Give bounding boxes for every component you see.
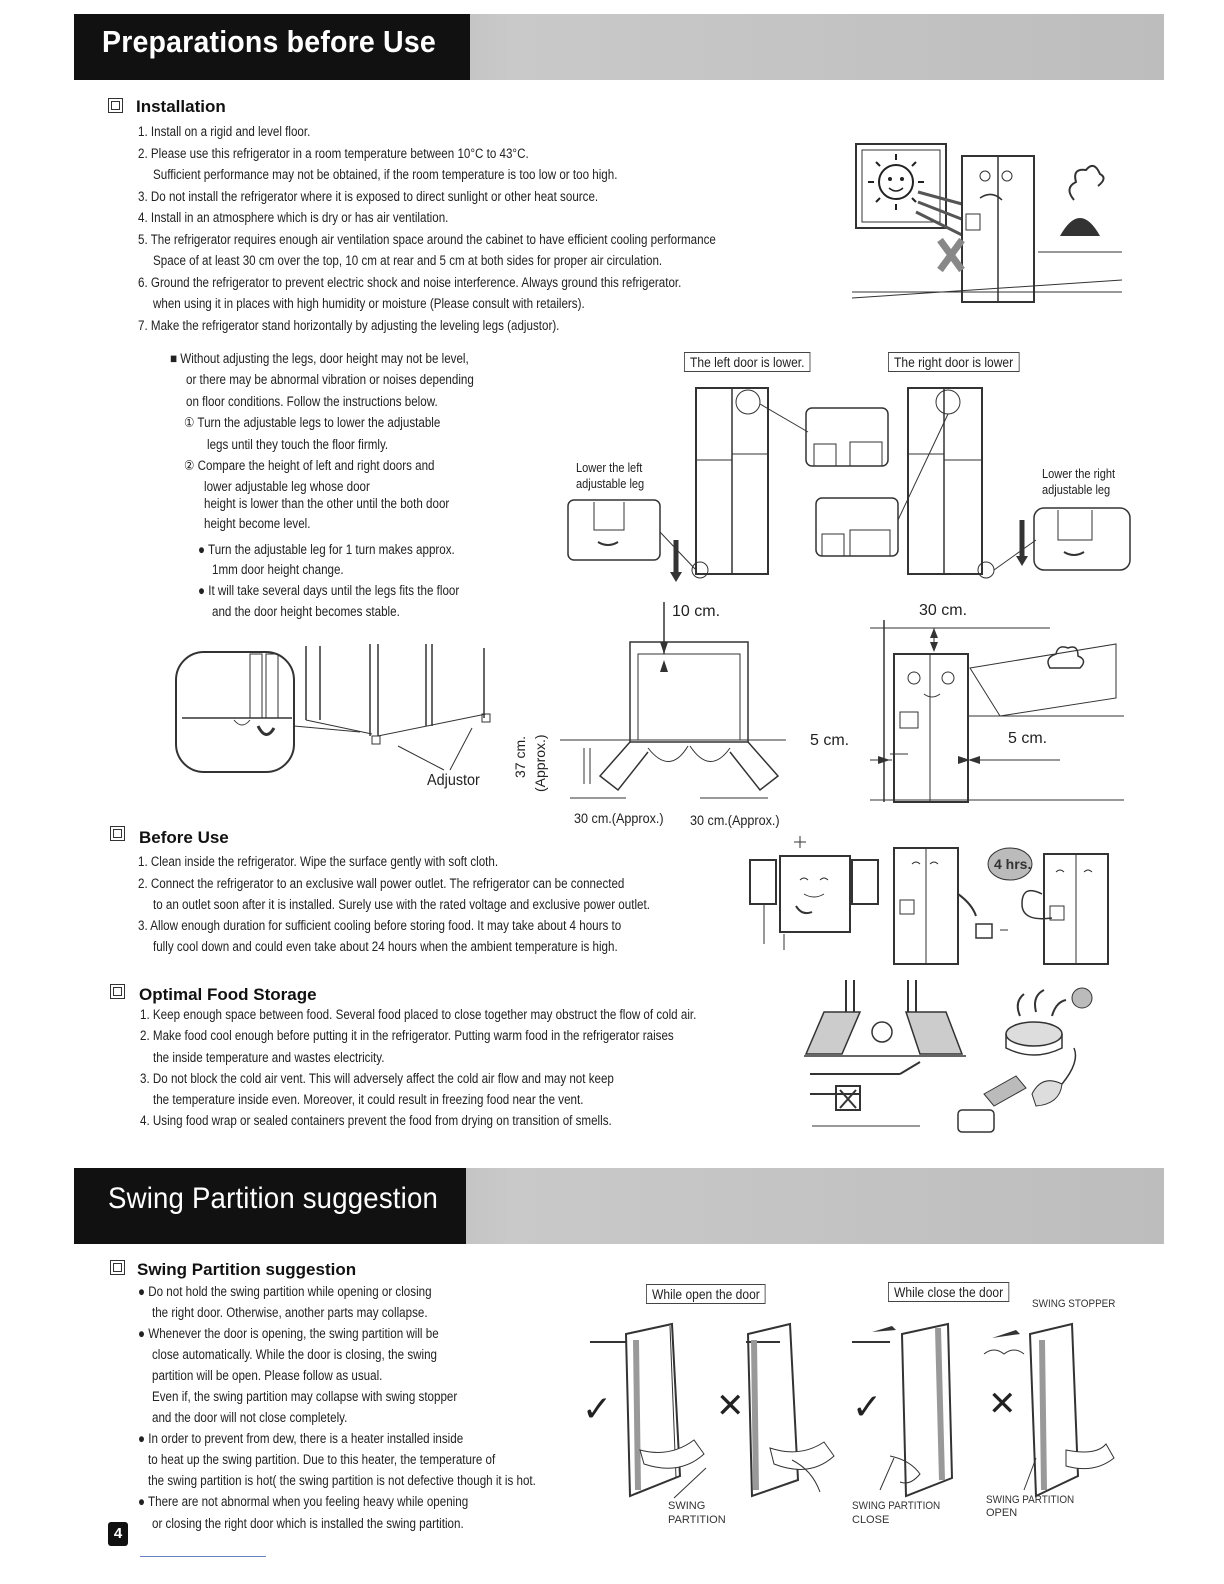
leveling-line: height become level. [204,516,311,531]
while-open-door-label: While open the door [646,1284,766,1304]
installation-line: when using it in places with high humidity or moisture (Please consult with retailers). [153,296,585,311]
swing-partition-close-label-2: CLOSE [852,1514,890,1526]
right-door-lower-label: The right door is lower [888,352,1019,372]
lower-right-leg-label-1: Lower the right [1042,466,1116,481]
cross-mark-icon: ✕ [716,1387,745,1425]
leveling-line: or there may be abnormal vibration or noises depending [186,372,474,387]
swing-line: and the door will not close completely. [152,1410,348,1425]
before-use-line: 1. Clean inside the refrigerator. Wipe the surface gently with soft cloth. [138,854,499,869]
lower-left-leg-label-1: Lower the left [576,460,643,475]
leveling-line: ■ Without adjusting the legs, door height may not be level, [170,351,469,366]
hours-badge: 4 hrs. [994,856,1032,872]
installation-line: 6. Ground the refrigerator to prevent electric shock and noise interference. Always ground this refrigerator. [138,275,682,290]
section-banner-preparations [74,14,1164,80]
depth-label-1: 37 cm. [512,735,528,778]
swing-partition-close-label-1: SWING PARTITION [852,1500,941,1512]
swing-line: the swing partition is hot( the swing partition is not defective though it is hot. [148,1473,536,1488]
check-mark-icon: ✓ [852,1386,883,1427]
leveling-line: 1mm door height change. [212,562,344,577]
leveling-line: on floor conditions. Follow the instructions below. [186,394,438,409]
installation-line: 4. Install in an atmosphere which is dry or has air ventilation. [138,210,449,225]
check-mark-icon: ✓ [582,1388,613,1429]
swing-line: ● Do not hold the swing partition while opening or closing [138,1284,432,1299]
installation-line: 2. Please use this refrigerator in a room temperature between 10°C to 43°C. [138,146,529,161]
banner-title: Swing Partition suggestion [108,1182,439,1215]
swing-clearance-right-label: 30 cm.(Approx.) [690,812,780,828]
before-use-line: 3. Allow enough duration for sufficient cooling before storing food. It may take about 4 hours to [138,918,622,933]
leveling-line: legs until they touch the floor firmly. [207,437,389,452]
before-use-illustration [744,834,1124,964]
swing-line: or closing the right door which is installed the swing partition. [152,1516,464,1531]
swing-line: Even if, the swing partition may collapse with swing stopper [152,1389,458,1404]
swing-partition-open-label-1: SWING PARTITION [986,1494,1075,1506]
banner-title: Preparations before Use [102,24,436,59]
adjustor-illustration [174,640,494,780]
food-storage-line: 2. Make food cool enough before putting it in the refrigerator. Putting warm food in the refrigerator raises [140,1028,674,1043]
installation-line: Sufficient performance may not be obtained, if the room temperature is too low or too high. [153,167,618,182]
swing-line: partition will be open. Please follow as usual. [152,1368,383,1383]
leveling-line: height is lower than the other until the both door [204,496,450,511]
page-number: 4 [108,1522,128,1546]
clearance-top-view-diagram [560,600,860,810]
side-clearance-left-label: 5 cm. [810,732,850,749]
leveling-line: lower adjustable leg whose door [204,479,370,494]
leveling-line: ② Compare the height of left and right doors and [184,458,435,473]
installation-heading: Installation [136,97,226,116]
food-storage-illustration [800,976,1120,1136]
lower-left-leg-label-2: adjustable leg [576,476,645,491]
swing-line: the right door. Otherwise, another parts may collapse. [152,1305,428,1320]
swing-stopper-label: SWING STOPPER [1032,1298,1116,1310]
leveling-line: and the door height becomes stable. [212,604,400,619]
section-bullet-icon [110,984,125,999]
side-clearance-right-label: 5 cm. [1008,730,1048,747]
section-bullet-icon [108,98,123,113]
installation-line: 7. Make the refrigerator stand horizontally by adjusting the leveling legs (adjustor). [138,318,560,333]
left-door-lower-label: The left door is lower. [684,352,810,372]
swing-partition-illustration [580,1300,1120,1510]
section-bullet-icon [110,1260,125,1275]
sunlight-heat-illustration [852,140,1132,305]
footer-divider [140,1556,266,1557]
lower-right-leg-label-2: adjustable leg [1042,482,1111,497]
while-close-door-label: While close the door [888,1282,1009,1302]
food-storage-line: 3. Do not block the cold air vent. This will adversely affect the cold air flow and may not keep [140,1071,614,1086]
food-storage-heading: Optimal Food Storage [139,985,317,1004]
before-use-heading: Before Use [139,828,229,847]
swing-partition-label-1: SWING [668,1500,706,1512]
swing-partition-open-label-2: OPEN [986,1507,1018,1519]
installation-line: Space of at least 30 cm over the top, 10 cm at rear and 5 cm at both sides for proper air circulation. [153,253,663,268]
leveling-line: ① Turn the adjustable legs to lower the adjustable [184,415,441,430]
food-storage-line: the inside temperature and wastes electricity. [153,1050,385,1065]
rear-clearance-label: 10 cm. [672,603,721,620]
before-use-line: 2. Connect the refrigerator to an exclusive wall power outlet. The refrigerator can be connected [138,876,625,891]
swing-line: to heat up the swing partition. Due to this heater, the temperature of [148,1452,496,1467]
leveling-line: ● Turn the adjustable leg for 1 turn makes approx. [198,542,455,557]
adjustor-label: Adjustor [427,772,480,789]
installation-line: 3. Do not install the refrigerator where it is exposed to direct sunlight or other heat source. [138,189,599,204]
section-bullet-icon [110,826,125,841]
depth-label-2: (Approx.) [532,734,548,792]
swing-clearance-left-label: 30 cm.(Approx.) [574,810,664,826]
before-use-line: fully cool down and could even take about 24 hours when the ambient temperature is high. [153,939,618,954]
installation-line: 1. Install on a rigid and level floor. [138,124,311,139]
swing-partition-label-2: PARTITION [668,1514,726,1526]
before-use-line: to an outlet soon after it is installed. Surely use with the rated voltage and exclusive power outlet. [153,897,650,912]
cross-mark-icon: ✕ [988,1385,1017,1423]
swing-line: ● Whenever the door is opening, the swing partition will be [138,1326,439,1341]
installation-line: 5. The refrigerator requires enough air ventilation space around the cabinet to have efficient cooling performance [138,232,716,247]
leveling-line: ● It will take several days until the legs fits the floor [198,583,460,598]
food-storage-line: the temperature inside even. Moreover, it could result in freezing food near the vent. [153,1092,584,1107]
top-clearance-label: 30 cm. [919,602,968,619]
swing-line: ● There are not abnormal when you feeling heavy while opening [138,1494,469,1509]
food-storage-line: 1. Keep enough space between food. Several food placed to close together may obstruct the flow of cold air. [140,1007,697,1022]
door-level-diagram [564,380,1134,580]
food-storage-line: 4. Using food wrap or sealed containers prevent the food from drying on transition of smells. [140,1113,612,1128]
swing-heading: Swing Partition suggestion [137,1260,357,1279]
clearance-front-view-diagram [870,620,1124,810]
swing-line: close automatically. While the door is closing, the swing [152,1347,438,1362]
section-banner-swing-partition [74,1168,1164,1244]
swing-line: ● In order to prevent from dew, there is a heater installed inside [138,1431,464,1446]
